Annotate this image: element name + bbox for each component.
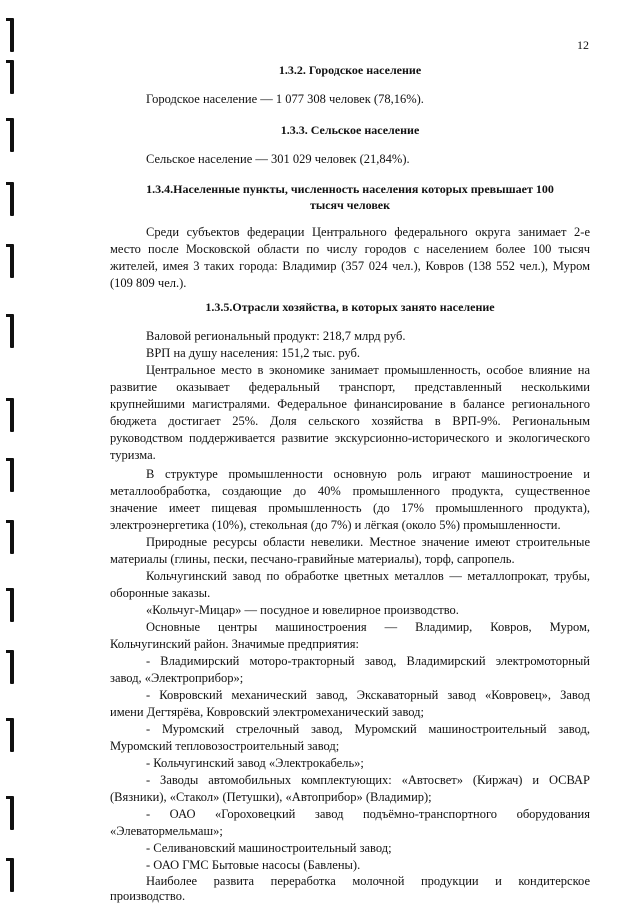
binding-mark (10, 18, 14, 52)
economy-line: электроэнергетика (10%), стекольная (до 7%) и лёгкая (около 5%) промышленности. (110, 518, 561, 532)
economy-line: «Элеватормельмаш»; (110, 824, 223, 838)
economy-line: - Муромский стрелочный завод, Муромский машиностроительный завод, (146, 722, 590, 736)
economy-line: Кольчугинский завод по обработке цветных металлов — металлопрокат, трубы, (146, 569, 590, 583)
economy-line: крупнейшими магистралями. Федеральное финансирование в балансе регионального (110, 397, 590, 411)
page-number: 12 (577, 38, 589, 52)
binding-marks (0, 0, 24, 905)
economy-line: В структуре промышленности основную роль играют машиностроение и (146, 467, 590, 481)
economy-line: Муромский тепловозостроительный завод; (110, 739, 340, 753)
economy-line: - ОАО «Гороховецкий завод подъёмно-транспортного оборудования (146, 807, 590, 821)
binding-mark (10, 796, 14, 830)
cities-line: жителей, имея 3 таких города: Владимир (357 024 чел.), Ковров (138 552 чел.), Муром (110, 259, 590, 273)
economy-line: - Заводы автомобильных комплектующих: «Автосвет» (Киржач) и ОСВАР (146, 773, 590, 787)
heading-urban-population: 1.3.2. Городское население (278, 63, 422, 77)
economy-line: - Селивановский машиностроительный завод; (146, 841, 392, 855)
heading-cities-line1: 1.3.4.Населенные пункты, численность населения которых превышает 100 (146, 182, 554, 196)
economy-line: Кольчугинский район. Значимые предприятия: (110, 637, 360, 651)
economy-line: металлообработка, создающие до 40% промышленного продукта, существенное (110, 484, 590, 498)
economy-line: значение имеет пищевая промышленность (до 17% промышленного продукта), (110, 501, 590, 515)
binding-mark (10, 118, 14, 152)
economy-line: - Владимирский моторо-тракторный завод, Владимирский электромоторный (146, 654, 590, 668)
binding-mark (10, 858, 14, 892)
binding-mark (10, 650, 14, 684)
urban-population-text: Городское население — 1 077 308 человек (78,16%). (146, 92, 424, 106)
binding-mark (10, 588, 14, 622)
economy-line: - Ковровский механический завод, Экскаваторный завод «Ковровец», Завод (146, 688, 590, 702)
economy-line: материалы (глины, пески, песчано-гравийные материалы), торф, сапропель. (110, 552, 515, 566)
binding-mark (10, 520, 14, 554)
economy-line: производство. (110, 889, 186, 903)
economy-line: имени Дегтярёва, Ковровский электромеханический завод; (110, 705, 425, 719)
economy-line: (Вязники), «Стакол» (Петушки), «Автоприбор» (Владимир); (110, 790, 432, 804)
binding-mark (10, 458, 14, 492)
economy-line: ВРП на душу населения: 151,2 тыс. руб. (146, 346, 360, 360)
cities-line: (109 809 чел.). (110, 276, 187, 290)
economy-line: завод, «Электроприбор»; (110, 671, 244, 685)
economy-line: развитие оказывает федеральный транспорт, представленный несколькими (110, 380, 590, 394)
economy-line: Основные центры машиностроения — Владимир, Ковров, Муром, (146, 620, 590, 634)
binding-mark (10, 314, 14, 348)
economy-line: Природные ресурсы области невелики. Местное значение имеют строительные (146, 535, 590, 549)
binding-mark (10, 60, 14, 94)
rural-population-text: Сельское население — 301 029 человек (21,84%). (146, 152, 410, 166)
binding-mark (10, 182, 14, 216)
economy-line: «Кольчуг-Мицар» — посудное и ювелирное производство. (146, 603, 459, 617)
economy-line: бюджета достигает 25%. Доля сельского хозяйства в ВРП-9%. Региональным (110, 414, 590, 428)
economy-line: Валовой региональный продукт: 218,7 млрд руб. (146, 329, 406, 343)
binding-mark (10, 718, 14, 752)
cities-line: Среди субъектов федерации Центрального федерального округа занимает 2-е (146, 225, 590, 239)
heading-economy: 1.3.5.Отрасли хозяйства, в которых занято население (205, 300, 495, 314)
binding-mark (10, 244, 14, 278)
economy-line: туризма. (110, 448, 156, 462)
economy-line: руководством поддерживается развитие экскурсионно-исторического и экологического (110, 431, 590, 445)
heading-cities-line2: тысяч человек (309, 198, 391, 212)
economy-line: - Кольчугинский завод «Электрокабель»; (146, 756, 364, 770)
cities-line: место после Московской области по числу городов с населением более 100 тысяч (110, 242, 590, 256)
economy-line: - ОАО ГМС Бытовые насосы (Бавлены). (146, 858, 361, 872)
economy-line: оборонные заказы. (110, 586, 211, 600)
economy-line: Наиболее развита переработка молочной продукции и кондитерское (146, 874, 590, 888)
binding-mark (10, 398, 14, 432)
economy-line: Центральное место в экономике занимает промышленность, особое влияние на (146, 363, 590, 377)
heading-rural-population: 1.3.3. Сельское население (280, 123, 420, 137)
